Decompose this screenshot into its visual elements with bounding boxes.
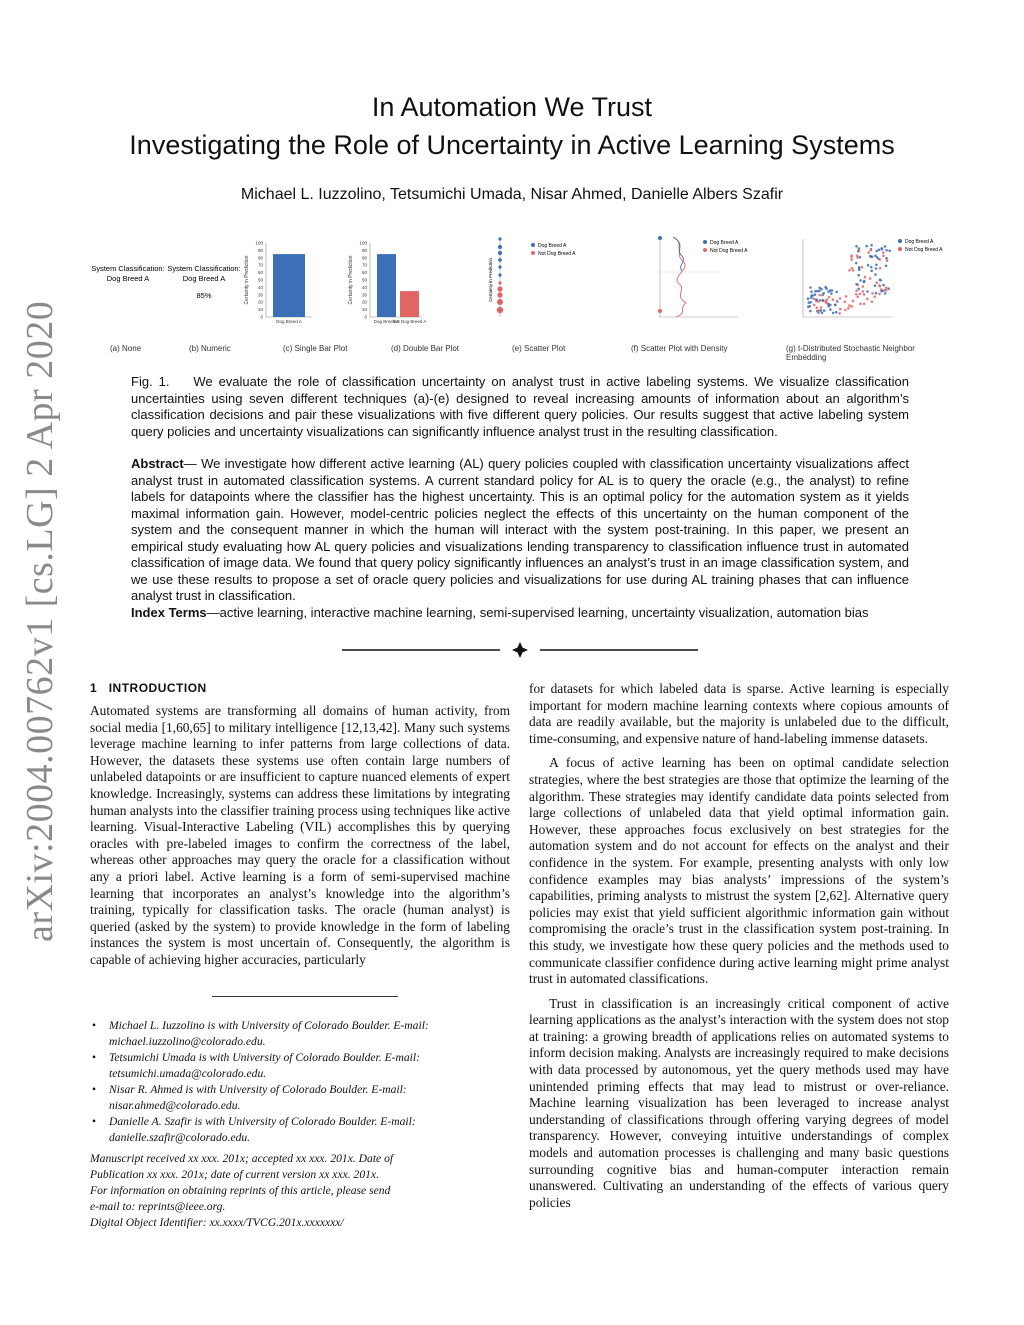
tsne-point — [862, 285, 865, 288]
tsne-point — [862, 290, 865, 293]
panel-e-legend-b: Not Dog Breed A — [538, 251, 576, 257]
panel-f-density — [658, 236, 748, 317]
tsne-point — [836, 300, 839, 303]
tsne-point — [829, 308, 832, 311]
tsne-point — [827, 290, 830, 293]
tsne-point — [881, 248, 884, 251]
index-terms-label: Index Terms — [131, 605, 207, 620]
chart-d-xtick: Dog Breed A — [373, 319, 400, 324]
intro-paragraph-2: A focus of active learning has been on optimal candidate selection strategies, where the best strategies are those that optimize the learning of the algorithm. These strategies may identify candidate data points selected from large collections of unlabeled data that yield optimal information gain. However, these approaches focus exclusively on best strategies for the automation system and do not account for effects on the analyst and their confidence in the system. For example, presenting analysts with only low confidence examples may bias analysts’ impressions of the system’s capabilities, priming analysts to mistrust the system [2,62]. Alternative query policies may exist that yield sufficient algorithmic information gain without compromising the oracle’s trust in the classification system post-training. In this study, we investigate how these query policies and the methods used to communicate classifier confidence during active learning might prime analyst trust in automated classifications. — [529, 755, 949, 987]
arxiv-identifier: arXiv:2004.00762v1 [cs.LG] 2 Apr 2020 — [19, 300, 61, 942]
tsne-point — [885, 249, 888, 252]
tsne-point — [816, 306, 819, 309]
tsne-point — [879, 267, 882, 270]
tsne-point — [839, 297, 842, 300]
tsne-point — [876, 250, 879, 253]
tsne-point — [835, 311, 838, 314]
panel-e-points — [497, 237, 503, 313]
tsne-point — [856, 254, 859, 257]
tsne-point — [863, 280, 866, 283]
tsne-point — [847, 307, 850, 310]
tsne-point — [839, 308, 842, 311]
tsne-point — [866, 290, 869, 293]
title-line-1: In Automation We Trust — [371, 92, 653, 122]
tsne-point — [863, 293, 866, 296]
tsne-point — [869, 255, 872, 258]
chart-c-ytick: 20 — [257, 299, 263, 305]
chart-c-ytick: 50 — [257, 277, 263, 283]
tsne-point — [812, 297, 815, 300]
tsne-point — [845, 295, 848, 298]
footnote-item: • Nisar R. Ahmed is with University of Colorado Boulder. E-mail: nisar.ahmed@colorado.edu. — [92, 1083, 407, 1112]
chart-d-ytick: 90 — [361, 247, 367, 253]
tsne-point — [817, 310, 820, 313]
tsne-point — [820, 309, 823, 312]
tsne-point — [870, 270, 873, 273]
panel-e-scatter — [488, 237, 576, 317]
tsne-point — [885, 286, 888, 289]
chart-d-xtick: Not Dog Breed A — [392, 319, 427, 324]
tsne-point — [823, 309, 826, 312]
tsne-point — [857, 288, 860, 291]
tsne-point — [814, 290, 817, 293]
panel-g-legend-blue — [898, 239, 902, 243]
tsne-point — [873, 296, 876, 299]
panel-b — [167, 264, 240, 300]
manuscript-line: Publication xx xxx. 201x; date of current version xx xxx. 201x. — [90, 1168, 379, 1181]
tsne-point — [850, 254, 853, 257]
tsne-point — [884, 292, 887, 295]
tsne-point — [858, 249, 861, 252]
tsne-point — [879, 279, 882, 282]
chart-d-ytick: 60 — [361, 270, 367, 276]
tsne-point — [810, 301, 813, 304]
subcaption-f: (f) Scatter Plot with Density — [631, 344, 728, 353]
tsne-point — [869, 249, 872, 252]
tsne-point — [824, 286, 827, 289]
panel-e-legend-a: Dog Breed A — [538, 243, 567, 249]
manuscript-line: e-mail to: reprints@ieee.org. — [90, 1200, 226, 1213]
section-number: 1 — [90, 681, 98, 695]
tsne-point — [832, 312, 835, 315]
tsne-point — [807, 297, 810, 300]
tsne-point — [809, 286, 812, 289]
chart-d-ytick: 0 — [364, 314, 367, 320]
tsne-point — [866, 298, 869, 301]
tsne-point — [870, 266, 873, 269]
panel-g-tsne — [803, 239, 943, 317]
tsne-point — [848, 304, 851, 307]
tsne-point — [821, 312, 824, 315]
index-terms-text: —active learning, interactive machine learning, semi-supervised learning, uncertainty visualization, automation bias — [206, 605, 869, 620]
tsne-point — [855, 289, 858, 292]
tsne-point — [850, 258, 853, 261]
panel-g-legend-red — [898, 247, 902, 251]
tsne-point — [830, 292, 833, 295]
tsne-point — [876, 256, 879, 259]
intro-paragraph-1-cont: for datasets for which labeled data is sparse. Active learning is especially important for modern machine learning contexts where copious amounts of data are readily available, but the majority is unlabeled due to the difficult, time-consuming, and expensive nature of hand-labeling immense datasets. — [529, 681, 949, 746]
intro-paragraph-3: Trust in classification is an increasingly critical component of active learning applications as the analyst’s interaction with the system does not stop at training: a growing breadth of applications relies on automated systems to inform decision making. Analysts are increasingly required to make decisions with data processed by autonomous, yet the query methods used may have unintended priming effects that may lead to mistrust or over-reliance. Machine learning visualization has been leveraged to increase analyst understanding of classifications through offering varying degrees of model transparency. However, conveying intuitive understandings of complex models and automation processes is challenging and many basic questions surrounding cognitive bias and human-computer interaction remain unanswered. Cultivating an understanding of the effects of various query policies — [529, 995, 949, 1210]
chart-c-ytick: 0 — [260, 314, 263, 320]
chart-c-ylabel: Certainty in Prediction — [244, 255, 250, 305]
index-terms — [131, 605, 909, 622]
tsne-point — [886, 259, 889, 262]
manuscript-line: For information on obtaining reprints of this article, please send — [90, 1184, 391, 1197]
chart-c-ytick: 40 — [257, 284, 263, 290]
tsne-point — [875, 264, 878, 267]
chart-d-ylabel: Certainty in Prediction — [348, 255, 354, 305]
chart-c-bar — [273, 254, 305, 317]
tsne-point — [814, 293, 817, 296]
tsne-point — [810, 290, 813, 293]
tsne-point — [884, 245, 887, 248]
tsne-point — [882, 254, 885, 257]
tsne-point — [838, 312, 841, 315]
figure-caption-text: We evaluate the role of classification uncertainty on analyst trust in active labeling systems. We visualize classification uncertainties using seven different techniques (a)-(e) designed to reveal increasing amounts of information about an algorithm’s classification decisions and pair these visualizations with five different query policies. Our results suggest that active labeling system query policies and uncertainty visualizations can significantly influence analyst trust in the resulting classification. — [131, 374, 909, 439]
section-title: INTRODUCTION — [108, 681, 207, 695]
abstract — [131, 456, 909, 605]
tsne-point — [818, 287, 821, 290]
chart-d-bar — [377, 254, 396, 317]
tsne-point — [852, 300, 855, 303]
tsne-point — [813, 304, 816, 307]
tsne-point — [848, 269, 851, 272]
panel-c-chart — [244, 241, 312, 325]
panel-g-legend-a: Dog Breed A — [905, 239, 934, 245]
footnote-item: • Michael L. Iuzzolino is with University of Colorado Boulder. E-mail: michael.iuzzolino@colorado.edu. — [92, 1019, 429, 1048]
figure-caption — [131, 374, 909, 440]
column-left — [90, 703, 510, 969]
panel-a — [91, 264, 164, 283]
tsne-point — [851, 305, 854, 308]
tsne-point — [852, 269, 855, 272]
subcaption-a: (a) None — [110, 344, 142, 353]
author-footnotes — [92, 1018, 512, 1146]
figure-panels — [88, 225, 948, 360]
tsne-point — [818, 290, 821, 293]
tsne-point — [855, 262, 858, 265]
tsne-point — [861, 266, 864, 269]
abstract-label: Abstract — [131, 456, 184, 471]
tsne-point — [855, 293, 858, 296]
tsne-point — [810, 296, 813, 299]
tsne-point — [864, 276, 867, 279]
panel-f-legend-b: Not Dog Breed A — [710, 248, 748, 254]
tsne-point — [859, 279, 862, 282]
tsne-point — [882, 284, 885, 287]
subcaption-d: (d) Double Bar Plot — [391, 344, 460, 353]
tsne-point — [844, 301, 847, 304]
tsne-point — [856, 296, 859, 299]
tsne-point — [880, 290, 883, 293]
panel-g-points — [807, 244, 891, 315]
tsne-point — [885, 265, 888, 268]
footnote-item: • Tetsumichi Umada is with University of Colorado Boulder. E-mail: tetsumichi.umada@colorado.edu. — [92, 1051, 420, 1080]
chart-d-bar — [400, 291, 419, 317]
subcaption-c: (c) Single Bar Plot — [283, 344, 348, 353]
chart-c-ytick: 80 — [257, 255, 263, 261]
abstract-text: — We investigate how different active learning (AL) query policies coupled with classification uncertainty visualizations affect analyst trust in automated classification systems. A current standard policy for AL is to query the oracle (e.g., the analyst) to refine labels for datapoints where the classifier has the highest uncertainty. This is an optimal policy for the automation system as it yields maximal information gain. However, model-centric policies neglect the effects of this uncertainty on the human component of the system and the consequent manner in which the human will interact with the system post-training. In this paper, we present an empirical study evaluating how AL query policies and visualizations lending transparency to classification influence trust in automated classification of image data. We found that query policy significantly influences an analyst’s trust in an image classification system, and we use these results to propose a set of oracle query policies and visualizations for use during AL training phases that can influence analyst trust in classification. — [131, 456, 909, 603]
tsne-point — [809, 310, 812, 313]
chart-c-xtick: Dog Breed A — [276, 319, 302, 324]
tsne-point — [809, 305, 812, 308]
tsne-point — [878, 249, 881, 252]
chart-d-ytick: 80 — [361, 255, 367, 261]
figure-1 — [88, 225, 948, 360]
tsne-point — [859, 293, 862, 296]
tsne-point — [858, 268, 861, 271]
tsne-point — [820, 306, 823, 309]
tsne-point — [817, 300, 820, 303]
chart-d-ytick: 100 — [359, 240, 367, 246]
tsne-point — [875, 267, 878, 270]
tsne-point — [859, 256, 862, 259]
tsne-point — [831, 289, 834, 292]
tsne-point — [875, 292, 878, 295]
subcaption-b: (b) Numeric — [189, 344, 231, 353]
chart-c-ytick: 100 — [255, 240, 263, 246]
author-list: Michael L. Iuzzolino, Tetsumichi Umada, Nisar Ahmed, Danielle Albers Szafir — [240, 186, 784, 203]
section-heading — [90, 681, 207, 695]
tsne-point — [874, 284, 877, 287]
panel-b-text2: Dog Breed A — [182, 274, 226, 283]
tsne-point — [844, 309, 847, 312]
title-line-2: Investigating the Role of Uncertainty in Active Learning Systems — [129, 130, 895, 160]
tsne-point — [887, 287, 890, 290]
section-divider — [342, 640, 698, 660]
tsne-point — [824, 300, 827, 303]
tsne-point — [867, 264, 870, 267]
chart-d-ytick: 20 — [361, 299, 367, 305]
panel-g-legend-b: Not Dog Breed A — [905, 247, 943, 253]
tsne-point — [874, 273, 877, 276]
tsne-point — [869, 277, 872, 280]
panel-b-pct: 85% — [196, 291, 212, 300]
chart-c-ytick: 30 — [257, 292, 263, 298]
panel-a-text2: Dog Breed A — [106, 274, 150, 283]
tsne-point — [855, 283, 858, 286]
panel-d-chart — [348, 241, 426, 325]
tsne-point — [870, 244, 873, 247]
chart-c-ytick: 90 — [257, 247, 263, 253]
tsne-point — [822, 300, 825, 303]
tsne-point — [878, 293, 881, 296]
panel-f-legend-red — [703, 248, 707, 252]
tsne-point — [857, 274, 860, 277]
panel-e-legend-blue — [531, 243, 535, 247]
tsne-point — [828, 304, 831, 307]
chart-c-ytick: 70 — [257, 262, 263, 268]
footnote-item: • Danielle A. Szafir is with University of Colorado Boulder. E-mail: danielle.szafir@colorado.edu. — [92, 1115, 416, 1144]
diamond-ornament-icon — [512, 642, 528, 658]
panel-e-legend-red — [531, 251, 535, 255]
tsne-point — [871, 292, 874, 295]
tsne-point — [871, 301, 874, 304]
chart-d-ytick: 70 — [361, 262, 367, 268]
chart-c-ytick: 10 — [257, 307, 263, 313]
footnote-rule — [212, 996, 398, 997]
panel-f-legend-a: Dog Breed A — [710, 240, 739, 246]
chart-d-ytick: 50 — [361, 277, 367, 283]
panel-e-ylabel: Certainty in Prediction — [488, 257, 493, 303]
tsne-point — [851, 267, 854, 270]
tsne-point — [855, 245, 858, 248]
chart-d-ytick: 30 — [361, 292, 367, 298]
chart-c-ytick: 60 — [257, 270, 263, 276]
subcaption-e: (e) Scatter Plot — [512, 344, 566, 353]
tsne-point — [878, 284, 881, 287]
tsne-point — [885, 289, 888, 292]
tsne-point — [879, 258, 882, 261]
tsne-point — [822, 292, 825, 295]
figure-caption-label: Fig. 1. — [131, 374, 170, 389]
tsne-point — [882, 251, 885, 254]
tsne-point — [885, 257, 888, 260]
panel-a-text: System Classification: — [91, 264, 165, 273]
tsne-point — [867, 251, 870, 254]
tsne-point — [876, 281, 879, 284]
tsne-point — [865, 245, 868, 248]
chart-d-ytick: 40 — [361, 284, 367, 290]
subcaption-g: (g) t-Distributed Stochastic Neighbor Embedding — [786, 344, 915, 362]
tsne-point — [828, 296, 831, 299]
tsne-point — [859, 303, 862, 306]
tsne-point — [835, 291, 838, 294]
tsne-point — [832, 298, 835, 301]
column-right — [529, 681, 949, 1211]
manuscript-info — [90, 1151, 510, 1231]
tsne-point — [888, 249, 891, 252]
tsne-point — [815, 298, 818, 301]
tsne-point — [818, 294, 821, 297]
tsne-point — [858, 266, 861, 269]
chart-d-ytick: 10 — [361, 307, 367, 313]
panel-f-legend-blue — [703, 240, 707, 244]
panel-b-text: System Classification: — [167, 264, 241, 273]
manuscript-line: Digital Object Identifier: xx.xxxx/TVCG.201x.xxxxxxx/ — [90, 1216, 344, 1229]
tsne-point — [863, 303, 866, 306]
intro-paragraph-1: Automated systems are transforming all domains of human activity, from social media [1,60,65] to military intelligence [12,13,42]. Many such systems leverage machine learning to infer patterns from large collections of data. However, the datasets these systems use often contain large numbers of unlabeled datapoints or are insufficient to capture nuanced elements of expert knowledge. Increasingly, systems can address these limitations by integrating human analysts into the classifier training process using techniques like active learning. Visual-Interactive Labeling (VIL) accomplishes this by querying oracles with pre-labeled images to confirm the correctness of the label, whereas other approaches may query the oracle for a classification without any a priori label. Active learning is a form of semi-supervised machine learning that incorporates an analyst’s knowledge into the algorithm’s training, typically for classification tasks. The oracle (human analyst) is queried (asked by the system) to provide knowledge in the form of labeling instances the system is most uncertain of. Consequently, the algorithm is capable of achieving higher accuracies, particularly — [90, 703, 510, 967]
manuscript-line: Manuscript received xx xxx. 201x; accepted xx xxx. 201x. Date of — [90, 1152, 394, 1165]
tsne-point — [834, 304, 837, 307]
